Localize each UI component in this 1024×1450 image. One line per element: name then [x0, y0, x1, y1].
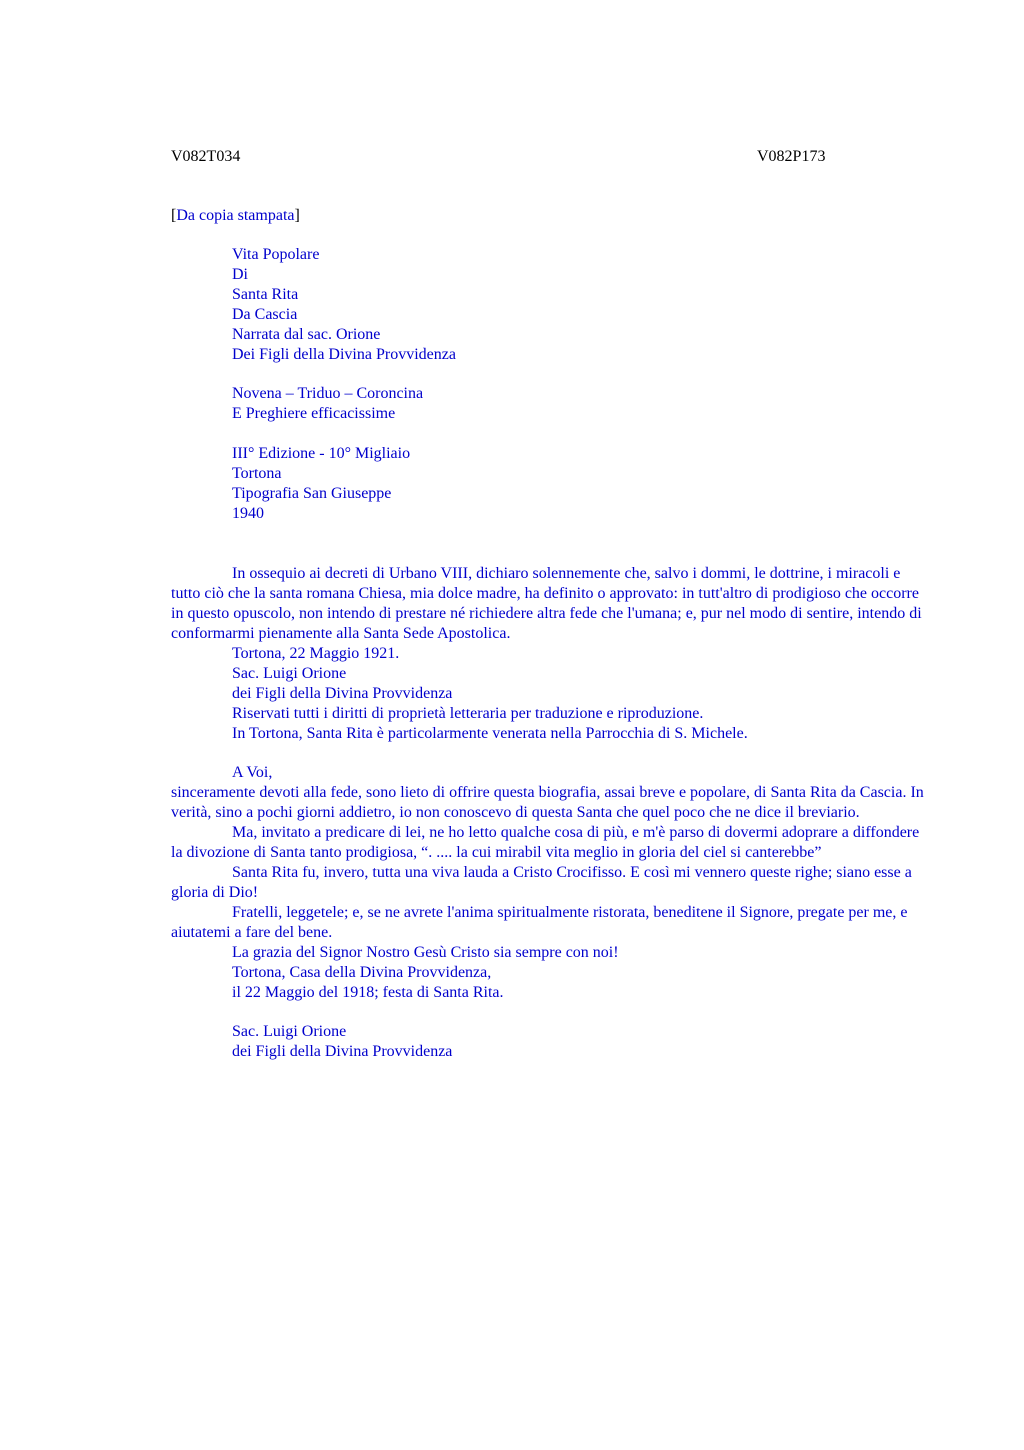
letter-date: il 22 Maggio del 1918; festa di Santa Rita.	[232, 984, 504, 1001]
document-page	[171, 147, 931, 1062]
title-line: Da Cascia	[232, 306, 298, 323]
source-note-text: Da copia stampata	[176, 207, 295, 224]
letter-paragraph: Santa Rita fu, invero, tutta una viva lauda a Cristo Crocifisso. E così mi vennero queste righe; siano esse a gloria di Dio!	[171, 864, 912, 901]
veneration-note: In Tortona, Santa Rita è particolarmente venerata nella Parrocchia di S. Michele.	[232, 725, 748, 742]
title-line: Santa Rita	[232, 286, 299, 303]
rights-notice: Riservati tutti i diritti di proprietà letteraria per traduzione e riproduzione.	[232, 705, 704, 722]
declaration-section	[171, 564, 931, 744]
letter-signature	[171, 1022, 931, 1062]
header-right-code: V082P173	[757, 148, 826, 165]
letter-section	[171, 763, 931, 1062]
title-line: Dei Figli della Divina Provvidenza	[232, 346, 456, 363]
letter-signature-order: dei Figli della Divina Provvidenza	[232, 1043, 453, 1060]
source-note	[171, 206, 931, 226]
subtitle-line: E Preghiere efficacissime	[232, 405, 396, 422]
header-left-code: V082T034	[171, 148, 241, 165]
edition-line: 1940	[232, 505, 264, 522]
page-header	[171, 147, 931, 167]
declaration-signature-name: Sac. Luigi Orione	[232, 665, 347, 682]
edition-line: Tipografia San Giuseppe	[232, 485, 392, 502]
title-line: Di	[232, 266, 248, 283]
letter-blessing: La grazia del Signor Nostro Gesù Cristo sia sempre con noi!	[232, 944, 619, 961]
letter-place: Tortona, Casa della Divina Provvidenza,	[232, 964, 492, 981]
source-note-open-bracket: [	[171, 207, 177, 224]
subtitle-block	[171, 384, 931, 424]
letter-paragraph: Fratelli, leggetele; e, se ne avrete l'anima spiritualmente ristorata, beneditene il Signore, pregate per me, e aiutatemi a fare del bene.	[171, 904, 908, 941]
declaration-paragraph: In ossequio ai decreti di Urbano VIII, dichiaro solennemente che, salvo i dommi, le dottrine, i miracoli e tutto ciò che la santa romana Chiesa, mia dolce madre, ha definito o approvato: in tutt'altro di prodigioso che occorre in questo opuscolo, non intendo di prestare né richiedere altra fede che l'umana; e, pur nel modo di sentire, intendo di conformarmi pienamente alla Santa Sede Apostolica.	[171, 565, 922, 642]
letter-paragraph: Ma, invitato a predicare di lei, ne ho letto qualche cosa di più, e m'è parso di dovermi adoprare a diffondere la divozione di Santa tanto prodigiosa, “. .... la cui mirabil vita meglio in gloria del ciel si canterebbe”	[171, 824, 920, 861]
title-block	[171, 245, 931, 365]
letter-signature-name: Sac. Luigi Orione	[232, 1023, 347, 1040]
title-line: Vita Popolare	[232, 246, 320, 263]
subtitle-line: Novena – Triduo – Coroncina	[232, 385, 424, 402]
letter-salutation: A Voi,	[232, 764, 273, 781]
edition-line: Tortona	[232, 465, 282, 482]
declaration-signature-order: dei Figli della Divina Provvidenza	[232, 685, 453, 702]
source-note-close-bracket: ]	[294, 207, 300, 224]
letter-paragraph: sinceramente devoti alla fede, sono lieto di offrire questa biografia, assai breve e popolare, di Santa Rita da Cascia. In verità, sino a pochi giorni addietro, io non conoscevo di questa Santa che quel poco che ne dice il breviario.	[171, 784, 924, 821]
title-line: Narrata dal sac. Orione	[232, 326, 381, 343]
edition-line: III° Edizione - 10° Migliaio	[232, 445, 411, 462]
declaration-date: Tortona, 22 Maggio 1921.	[232, 645, 400, 662]
edition-block	[171, 444, 931, 524]
